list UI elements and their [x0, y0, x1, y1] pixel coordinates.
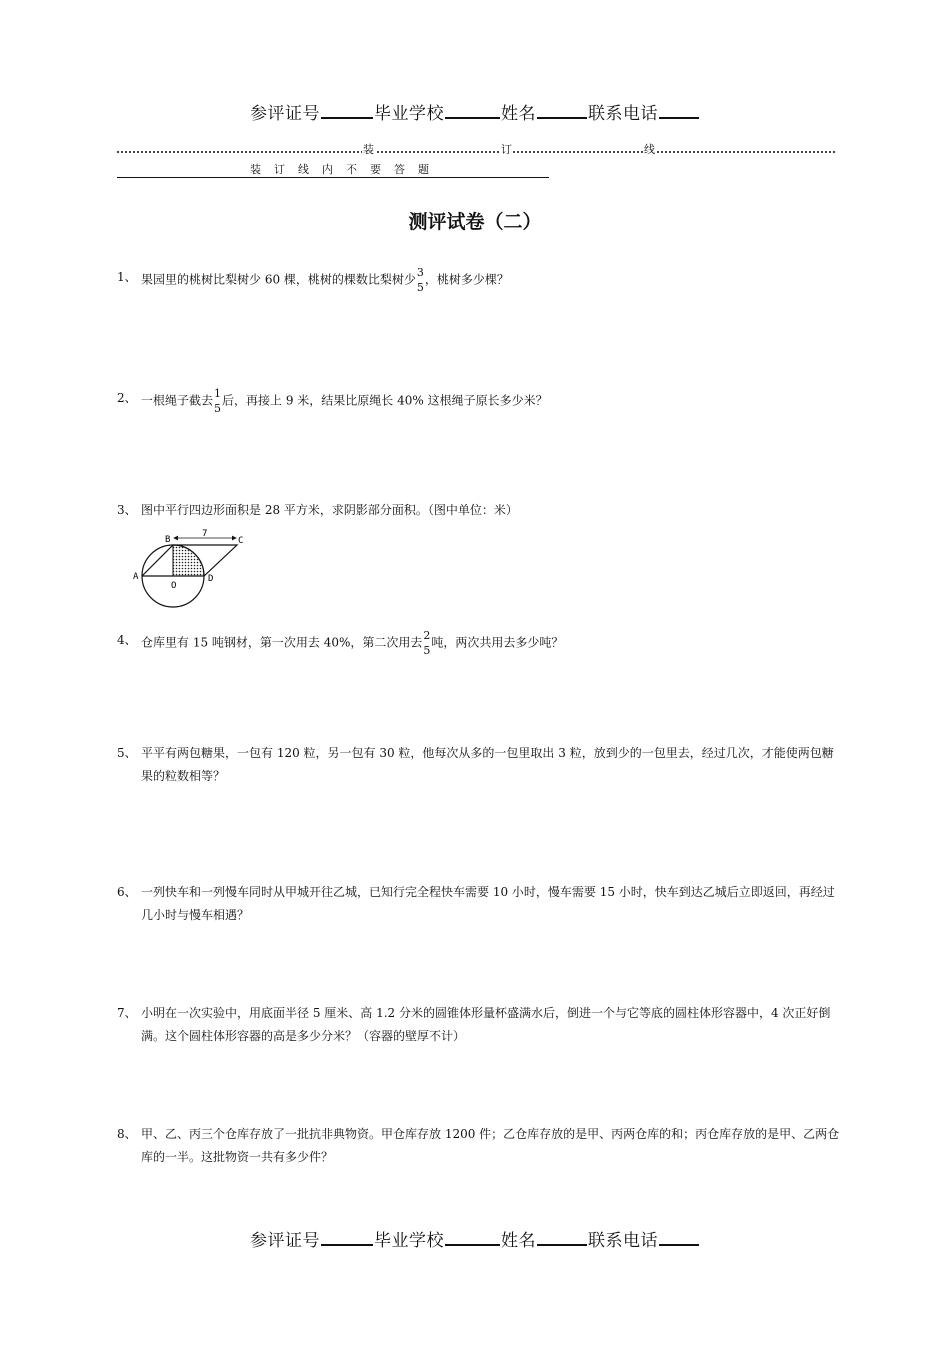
question-number: 8、: [117, 1127, 137, 1141]
phone-label: 联系电话: [588, 104, 658, 124]
binding-underline: [117, 177, 549, 178]
header-top: [0, 99, 950, 124]
fraction-denominator: 5: [214, 402, 222, 415]
school-blank[interactable]: [445, 101, 500, 119]
length-label: 7: [202, 529, 208, 539]
question-number: 2、: [117, 391, 137, 405]
question-3: [117, 499, 842, 522]
question-text: 平平有两包糖果，一包有 120 粒，另一包有 30 粒，他每次从多的一包里取出 3 粒，放到少的一包里去，经过几次，才能使两包糖果的粒数相等？: [141, 746, 834, 783]
question-1: [117, 266, 842, 294]
school-blank[interactable]: [445, 1228, 500, 1246]
question-number: 3、: [117, 503, 137, 517]
question-text-end: ，桃树多少棵？: [424, 272, 509, 287]
question-text: 小明在一次实验中，用底面半径 5 厘米、高 1.2 分米的圆锥体形量杯盛满水后，倒进一个与它等底的圆柱体形容器中，4 次正好倒满。这个圆柱体形容器的高是多少分米？（容器的壁厚不计）: [141, 1006, 831, 1043]
id-label: 参评证号: [250, 1231, 320, 1251]
question-2: [117, 387, 842, 415]
phone-blank[interactable]: [659, 101, 699, 119]
question-text-end: 后，再接上 9 米，结果比原绳长 40% 这根绳子原长多少米？: [222, 393, 548, 408]
question-number: 5、: [117, 746, 137, 760]
point-label-o: O: [171, 581, 177, 591]
binding-xian: 线: [644, 143, 655, 156]
geometry-figure: [130, 528, 245, 610]
fraction-numerator: 3: [416, 266, 424, 279]
name-label: 姓名: [501, 1231, 536, 1251]
id-blank[interactable]: [321, 101, 373, 119]
binding-dots: [117, 151, 835, 153]
binding-zhuang: 装: [363, 143, 374, 156]
header-bottom: [0, 1226, 950, 1251]
point-label-a: A: [133, 572, 139, 582]
fraction: [417, 266, 424, 294]
name-label: 姓名: [501, 104, 536, 124]
phone-label: 联系电话: [588, 1231, 658, 1251]
id-label: 参评证号: [250, 104, 320, 124]
question-number: 1、: [117, 270, 137, 284]
question-number: 6、: [117, 885, 137, 899]
question-text: 一根绳子截去: [141, 393, 214, 408]
question-number: 4、: [117, 633, 137, 647]
question-text: 一列快车和一列慢车同时从甲城开往乙城，已知行完全程快车需要 10 小时，慢车需要 15 小时，快车到达乙城后立即返回，再经过几小时与慢车相遇？: [141, 885, 835, 922]
fraction: [423, 629, 430, 657]
fraction-denominator: 5: [416, 281, 424, 294]
fraction-numerator: 2: [423, 629, 431, 642]
name-blank[interactable]: [537, 1228, 587, 1246]
point-label-c: C: [238, 536, 244, 546]
question-text: 甲、乙、丙三个仓库存放了一批抗非典物资。甲仓库存放 1200 件；乙仓库存放的是甲、丙两仓库的和；丙仓库存放的是甲、乙两仓库的一半。这批物资一共有多少件？: [141, 1127, 840, 1164]
binding-line: [117, 141, 835, 159]
question-text-end: 吨，两次共用去多少吨？: [431, 635, 564, 650]
phone-blank[interactable]: [659, 1228, 699, 1246]
fraction-numerator: 1: [214, 387, 222, 400]
question-text: 仓库里有 15 吨钢材，第一次用去 40%，第二次用去: [141, 635, 423, 650]
point-label-b: B: [165, 535, 171, 545]
point-label-d: D: [208, 574, 214, 584]
question-8: [117, 1123, 842, 1169]
question-text: 图中平行四边形面积是 28 平方米，求阴影部分面积。（图中单位：米）: [141, 503, 518, 517]
question-number: 7、: [117, 1006, 137, 1020]
question-text: 果园里的桃树比梨树少 60 棵，桃树的棵数比梨树少: [141, 272, 416, 287]
school-label: 毕业学校: [374, 1231, 444, 1251]
name-blank[interactable]: [537, 101, 587, 119]
binding-ding: 订: [501, 143, 512, 156]
question-5: [117, 742, 842, 788]
question-6: [117, 881, 842, 927]
fraction-denominator: 5: [423, 644, 431, 657]
school-label: 毕业学校: [374, 104, 444, 124]
id-blank[interactable]: [321, 1228, 373, 1246]
binding-notice: 装订线内不要答题: [250, 163, 442, 176]
question-4: [117, 629, 842, 657]
question-7: [117, 1002, 842, 1048]
fraction: [214, 387, 221, 415]
page-title: 测评试卷（二）: [408, 211, 542, 233]
